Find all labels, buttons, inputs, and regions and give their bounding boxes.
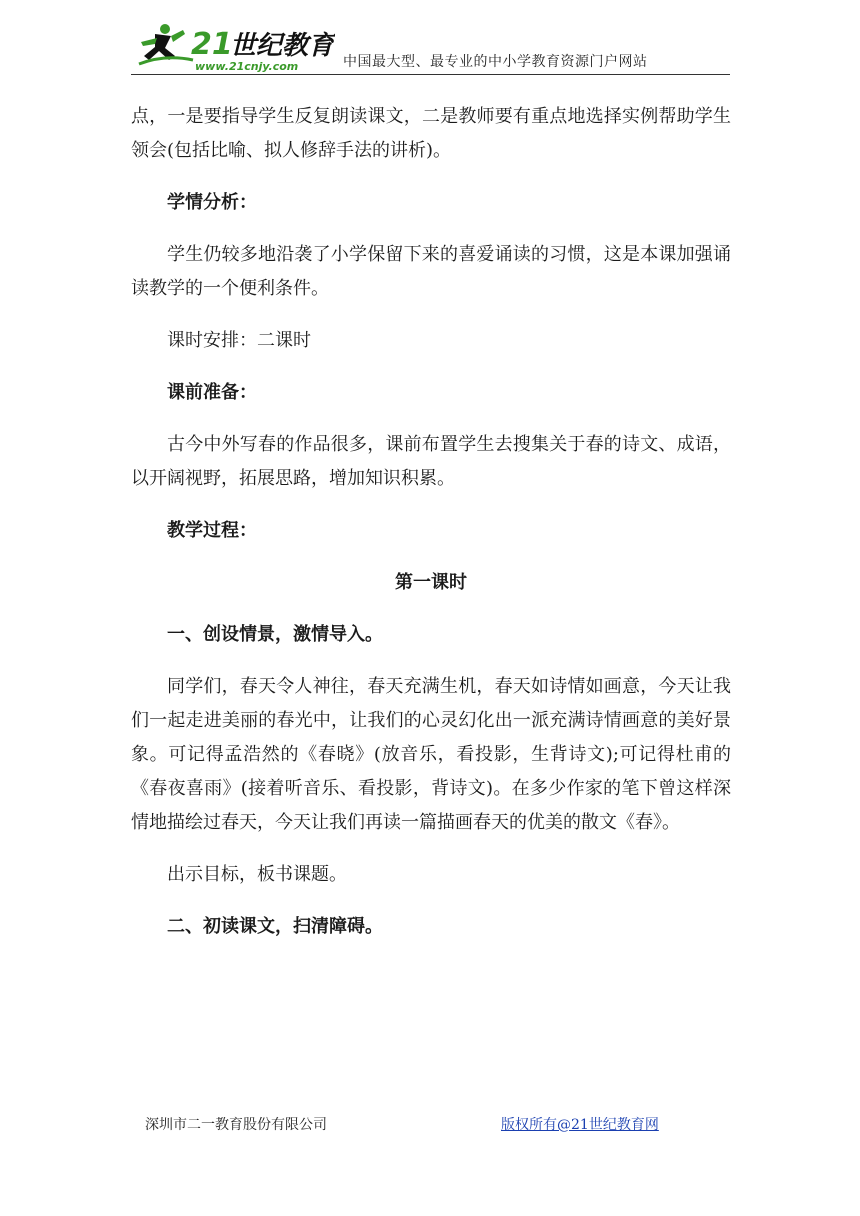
document-body: [131, 100, 731, 962]
paragraph-learning-analysis: 学生仍较多地沿袭了小学保留下来的喜爱诵读的习惯，这是本课加强诵读教学的一个便利条件。: [131, 244, 731, 299]
heading-teaching-process: 教学过程：: [167, 520, 257, 541]
footer-company: 深圳市二一教育股份有限公司: [145, 1117, 327, 1133]
paragraph-introduction: 同学们，春天令人神往，春天充满生机，春天如诗情如画意，今天让我们一起走进美丽的春光中，让我们的心灵幻化出一派充满诗情画意的美好景象。可记得孟浩然的《春晓》(放音乐，看投影，生背诗文);可记得杜甫的《春夜喜雨》(接着听音乐、看投影，背诗文)。在多少作家的笔下曾这样深情地描绘过春天，今天让我们再读一篇描画春天的优美的散文《春》。: [131, 676, 731, 833]
site-tagline: 中国最大型、最专业的中小学教育资源门户网站: [343, 54, 648, 70]
svg-text:21: 21: [191, 27, 233, 62]
logo-title: 世纪教育: [230, 31, 335, 61]
heading-preparation: 课前准备：: [167, 382, 257, 403]
heading-step-two: 二、初读课文，扫清障碍。: [167, 916, 383, 937]
page-header: [131, 18, 730, 75]
paragraph-lesson-schedule: 课时安排：二课时: [167, 330, 311, 351]
footer-copyright-link[interactable]: 版权所有@21世纪教育网: [501, 1117, 659, 1133]
paragraph-show-goals: 出示目标，板书课题。: [167, 864, 347, 885]
logo-url: www.21cnjy.com: [195, 60, 299, 72]
paragraph-preparation: 古今中外写春的作品很多，课前布置学生去搜集关于春的诗文、成语，以开阔视野，拓展思路，增加知识积累。: [131, 434, 731, 489]
runner-logo-icon: [135, 20, 335, 72]
paragraph-continuation: 点，一是要指导学生反复朗读课文，二是教师要有重点地选择实例帮助学生领会(包括比喻、拟人修辞手法的讲析)。: [131, 106, 731, 161]
heading-step-one: 一、创设情景，激情导入。: [167, 624, 383, 645]
heading-first-lesson: 第一课时: [395, 572, 467, 593]
site-logo[interactable]: [135, 20, 335, 72]
heading-learning-analysis: 学情分析：: [167, 192, 257, 213]
